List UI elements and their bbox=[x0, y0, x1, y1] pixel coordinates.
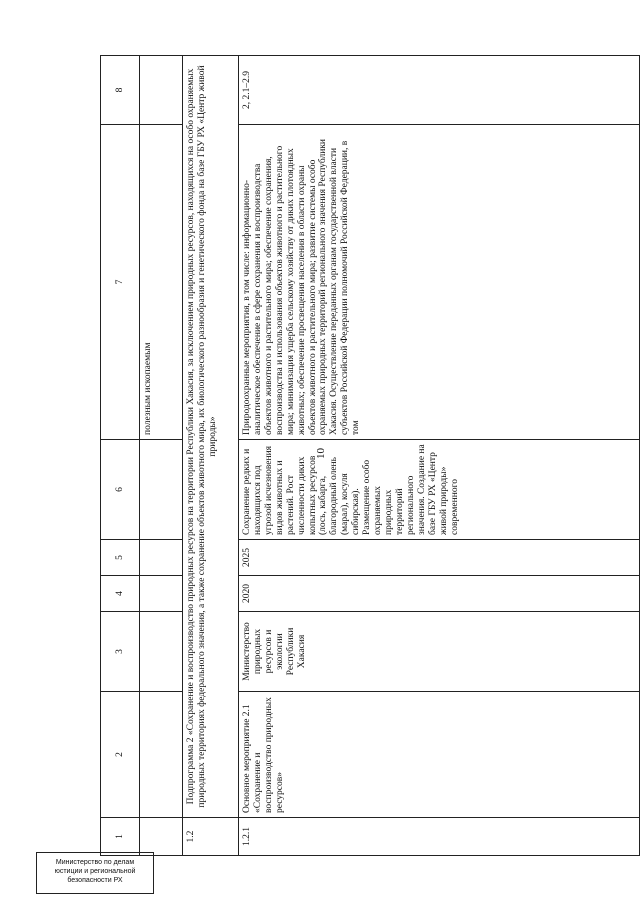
header-row bbox=[101, 56, 140, 856]
consequences-cell: Природоохранные мероприятия, в том числе: информационно-аналитическое обеспечение в сфере сохранения и воспроизводства объектов животного и растительного мира; обеспечение сохранения, воспроизводства и использования объектов животного и растительного мира; минимизация ущерба сельскому хозяйству от диких плотоядных животных; обеспечение просвещения населения в области охраны объектов животного и растительного мира; развитие системы особо охраняемых природных территорий регионального значения Республики Хакасия. Осуществление переданных органам государственной власти субъектов Российской Федерации полномочий Российской Федерации, в том bbox=[239, 125, 640, 440]
header-cell-6: 6 bbox=[101, 440, 140, 540]
empty-cell bbox=[140, 692, 183, 818]
row-number: 1.2.1 bbox=[239, 818, 640, 856]
registration-stamp bbox=[36, 852, 154, 894]
subprogram-title: Подпрограмма 2 «Сохранение и воспроизводство природных ресурсов на территории Республики Хакасия, за исключением природных ресурсов, находящихся на особо охраняемых природных территориях федерального значения, а также сохранение объектов животного мира, их биологического разнообразия и генетического фонда на базе ГБУ РХ «Центр живой природы» bbox=[183, 56, 239, 818]
stamp-line-3: безопасности РХ bbox=[67, 877, 123, 884]
empty-cell bbox=[140, 56, 183, 125]
continuation-row bbox=[140, 56, 183, 856]
indicators-cell: 2, 2.1–2.9 bbox=[239, 56, 640, 125]
header-cell-8: 8 bbox=[101, 56, 140, 125]
empty-cell bbox=[140, 818, 183, 856]
empty-cell bbox=[140, 576, 183, 612]
header-cell-1: 1 bbox=[101, 818, 140, 856]
start-year-cell: 2020 bbox=[239, 576, 640, 612]
executor-cell: Министерство природных ресурсов и экологии Республики Хакасия bbox=[239, 612, 640, 692]
activity-cell: Основное мероприятие 2.1 «Сохранение и воспроизводство природных ресурсов» bbox=[239, 692, 640, 818]
header-cell-7: 7 bbox=[101, 125, 140, 440]
stamp-line-1: Министерство по делам bbox=[55, 859, 135, 866]
result-cell: Сохранение редких и находящихся под угрозой исчезновения видов животных и растений. Рост численности диких копытных ресурсов (лось, кабарга, благородный олень (марал), косуля сибирская). Размещение особо охраняемых природных территорий регионального значения. Создание на базе ГБУ РХ «Центр живой природы» современного bbox=[239, 440, 640, 540]
stamp-line-2: юстиции и региональной bbox=[54, 868, 136, 875]
empty-cell bbox=[140, 440, 183, 540]
subprogram-row bbox=[183, 56, 239, 856]
header-cell-4: 4 bbox=[101, 576, 140, 612]
table-row bbox=[239, 56, 640, 856]
subprogram-number: 1.2 bbox=[183, 818, 239, 856]
header-cell-2: 2 bbox=[101, 692, 140, 818]
empty-cell bbox=[140, 540, 183, 576]
rotated-page bbox=[100, 56, 640, 856]
end-year-cell: 2025 bbox=[239, 540, 640, 576]
continuation-text: полезным ископаемым bbox=[140, 125, 183, 440]
page-number: 10 bbox=[315, 448, 327, 459]
header-cell-5: 5 bbox=[101, 540, 140, 576]
empty-cell bbox=[140, 612, 183, 692]
header-cell-3: 3 bbox=[101, 612, 140, 692]
program-table bbox=[100, 55, 640, 856]
